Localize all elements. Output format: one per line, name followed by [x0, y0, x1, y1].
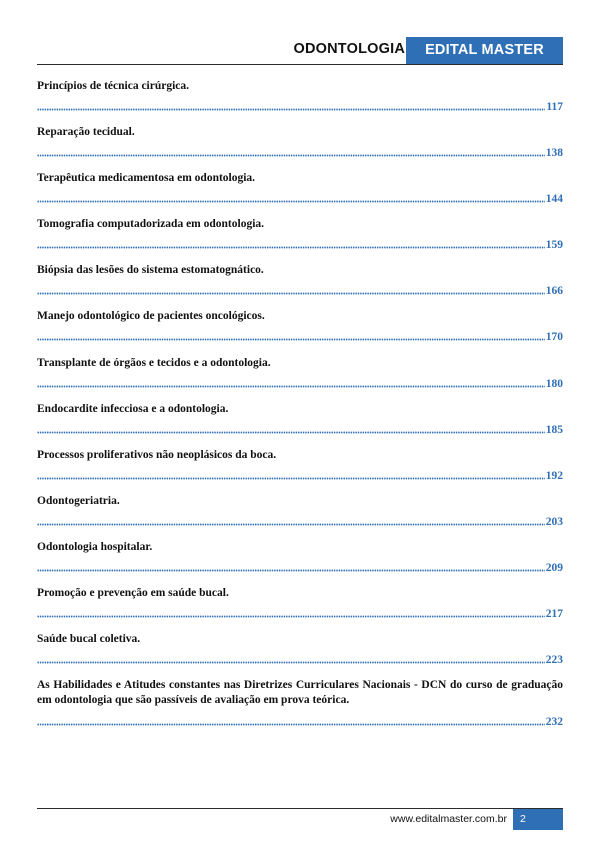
- toc-page-number: 223: [545, 654, 563, 667]
- dot-leader: [37, 520, 545, 529]
- toc-entry-title: Saúde bucal coletiva.: [37, 633, 141, 646]
- toc-entry[interactable]: [37, 632, 563, 678]
- toc-page-number: 159: [545, 239, 563, 252]
- toc-entry[interactable]: [37, 356, 563, 402]
- toc-leader: [37, 146, 563, 160]
- toc-leader: [37, 653, 563, 667]
- toc-entry-title: Manejo odontológico de pacientes oncológicos.: [37, 310, 265, 323]
- toc-page-number: 180: [545, 377, 563, 390]
- dot-leader: [37, 105, 545, 114]
- toc-leader: [37, 100, 563, 114]
- toc-leader: [37, 377, 563, 391]
- toc-page-number: 209: [545, 561, 563, 574]
- toc-leader: [37, 284, 563, 298]
- toc-entry-title: Endocardite infecciosa e a odontologia.: [37, 402, 229, 415]
- toc-entry-title: Odontogeriatria.: [37, 494, 120, 507]
- toc-entry-title: As Habilidades e Atitudes constantes nas Diretrizes Curriculares Nacionais - DCN do curso de graduação em odontologia que são passíveis de avaliação em prova teórica.: [37, 679, 563, 707]
- toc-page-number: 138: [545, 147, 563, 160]
- toc-page-number: 144: [545, 193, 563, 206]
- toc-entry-title: Reparação tecidual.: [37, 126, 135, 139]
- toc-entry-title: Transplante de órgãos e tecidos e a odontologia.: [37, 356, 271, 369]
- header-brand: EDITAL MASTER: [406, 37, 563, 64]
- toc-page-number: 170: [545, 331, 563, 344]
- dot-leader: [37, 474, 545, 483]
- dot-leader: [37, 335, 545, 344]
- dot-leader: [37, 289, 545, 298]
- toc-entry[interactable]: [37, 217, 563, 263]
- toc-entry[interactable]: [37, 402, 563, 448]
- dot-leader: [37, 243, 545, 252]
- toc-entry[interactable]: [37, 125, 563, 171]
- toc-entry-title: Tomografia computadorizada em odontologia.: [37, 218, 265, 231]
- page-footer: [37, 808, 563, 830]
- toc-entry[interactable]: [37, 309, 563, 355]
- dot-leader: [37, 612, 545, 621]
- footer-website-link[interactable]: www.editalmaster.com.br: [390, 813, 507, 825]
- toc-entry-title: Processos proliferativos não neoplásicos da boca.: [37, 448, 277, 461]
- dot-leader: [37, 428, 545, 437]
- toc-leader: [37, 715, 563, 729]
- toc-entry-title: Promoção e prevenção em saúde bucal.: [37, 587, 229, 600]
- toc-leader: [37, 330, 563, 344]
- footer-rule: [37, 808, 563, 809]
- dot-leader: [37, 720, 545, 729]
- toc-page-number: 166: [545, 285, 563, 298]
- toc-entry[interactable]: [37, 448, 563, 494]
- toc-entry[interactable]: [37, 494, 563, 540]
- toc-leader: [37, 469, 563, 483]
- toc-leader: [37, 561, 563, 575]
- toc-entry-title: Princípios de técnica cirúrgica.: [37, 80, 190, 92]
- toc-entry[interactable]: [37, 586, 563, 632]
- dot-leader: [37, 151, 545, 160]
- dot-leader: [37, 197, 545, 206]
- toc-page-number: 117: [546, 101, 563, 113]
- toc-page-number: 217: [545, 608, 563, 621]
- toc-entry-title: Biópsia das lesões do sistema estomatognático.: [37, 264, 264, 277]
- footer-page-number: 2: [513, 809, 563, 830]
- page-header: [37, 37, 563, 65]
- toc-leader: [37, 238, 563, 252]
- toc-leader: [37, 515, 563, 529]
- dot-leader: [37, 658, 545, 667]
- toc-entry[interactable]: [37, 171, 563, 217]
- toc-entry-title: Odontologia hospitalar.: [37, 540, 153, 553]
- toc-leader: [37, 192, 563, 206]
- toc-entry[interactable]: [37, 540, 563, 586]
- toc-entry[interactable]: [37, 678, 563, 740]
- toc-page-number: 192: [545, 469, 563, 482]
- toc-entry-title: Terapêutica medicamentosa em odontologia.: [37, 172, 256, 185]
- toc-page-number: 232: [545, 716, 563, 729]
- toc-entry[interactable]: [37, 263, 563, 309]
- header-subject: ODONTOLOGIA: [293, 41, 405, 57]
- toc-page-number: 203: [545, 515, 563, 528]
- table-of-contents: [37, 79, 563, 740]
- toc-leader: [37, 607, 563, 621]
- toc-page-number: 185: [545, 423, 563, 436]
- dot-leader: [37, 382, 545, 391]
- header-rule: [37, 64, 563, 65]
- toc-entry[interactable]: [37, 79, 563, 125]
- dot-leader: [37, 566, 545, 575]
- toc-leader: [37, 423, 563, 437]
